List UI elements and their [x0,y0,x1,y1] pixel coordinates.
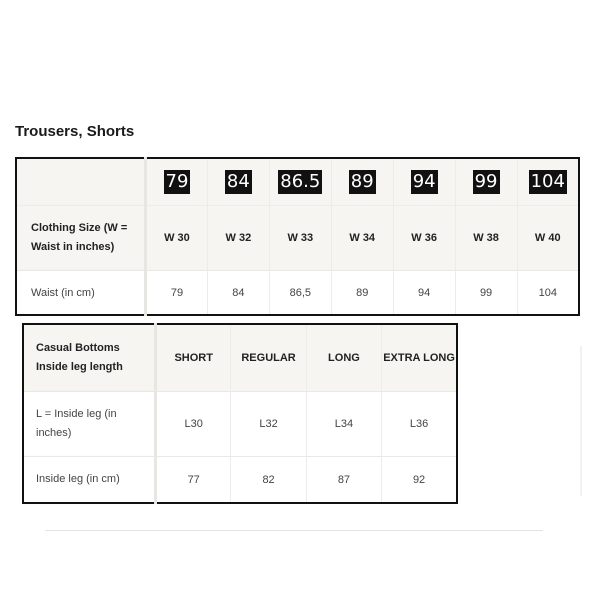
inside-leg-header: Casual Bottoms Inside leg length [23,324,156,392]
clothing-size-table [15,157,580,316]
top-label-cell [455,158,517,206]
top-label-cell [393,158,455,206]
clothing-size-header: Clothing Size (W = Waist in inches) [16,206,146,271]
divider [45,530,543,531]
inside-leg-inches-header: L = Inside leg (in inches) [23,392,156,457]
leg-cm-cell: 87 [306,457,381,504]
leg-inches-cell: L34 [306,392,381,457]
size-number-label: 84 [226,171,250,192]
column-header-regular: REGULAR [231,324,306,392]
size-number-label: 104 [530,171,565,192]
column-header-extra-long: EXTRA LONG [382,324,457,392]
leg-inches-cell: L36 [382,392,457,457]
size-cell: W 33 [269,206,331,271]
top-label-cell [269,158,331,206]
top-label-cell [207,158,269,206]
waist-cell: 86,5 [269,271,331,316]
top-label-cell [331,158,393,206]
size-cell: W 38 [455,206,517,271]
leg-cm-cell: 77 [156,457,231,504]
leg-inches-cell: L30 [156,392,231,457]
top-label-cell [517,158,579,206]
table-row [16,158,579,206]
size-cell: W 40 [517,206,579,271]
column-header-short: SHORT [156,324,231,392]
waist-cell: 99 [455,271,517,316]
waist-cell: 94 [393,271,455,316]
waist-header: Waist (in cm) [16,271,146,316]
size-number-label: 86.5 [280,171,321,192]
waist-cell: 84 [207,271,269,316]
page-title: Trousers, Shorts [15,123,135,140]
waist-cell: 79 [146,271,208,316]
size-number-label: 94 [412,171,436,192]
top-label-cell [146,158,208,206]
size-number-label: 99 [474,171,498,192]
leg-inches-cell: L32 [231,392,306,457]
table-row [23,324,457,392]
size-cell: W 34 [331,206,393,271]
leg-cm-cell: 82 [231,457,306,504]
waist-cell: 104 [517,271,579,316]
table-row [23,392,457,457]
size-number-label: 89 [350,171,374,192]
table-row [16,271,579,316]
size-cell: W 30 [146,206,208,271]
size-cell: W 36 [393,206,455,271]
size-number-label: 79 [165,171,189,192]
edge-mark [580,346,582,496]
column-header-long: LONG [306,324,381,392]
inside-leg-cm-header: Inside leg (in cm) [23,457,156,504]
table-corner-cell [16,158,146,206]
waist-cell: 89 [331,271,393,316]
table-row [16,206,579,271]
leg-cm-cell: 92 [382,457,457,504]
size-cell: W 32 [207,206,269,271]
inside-leg-table [22,323,458,504]
table-row [23,457,457,504]
